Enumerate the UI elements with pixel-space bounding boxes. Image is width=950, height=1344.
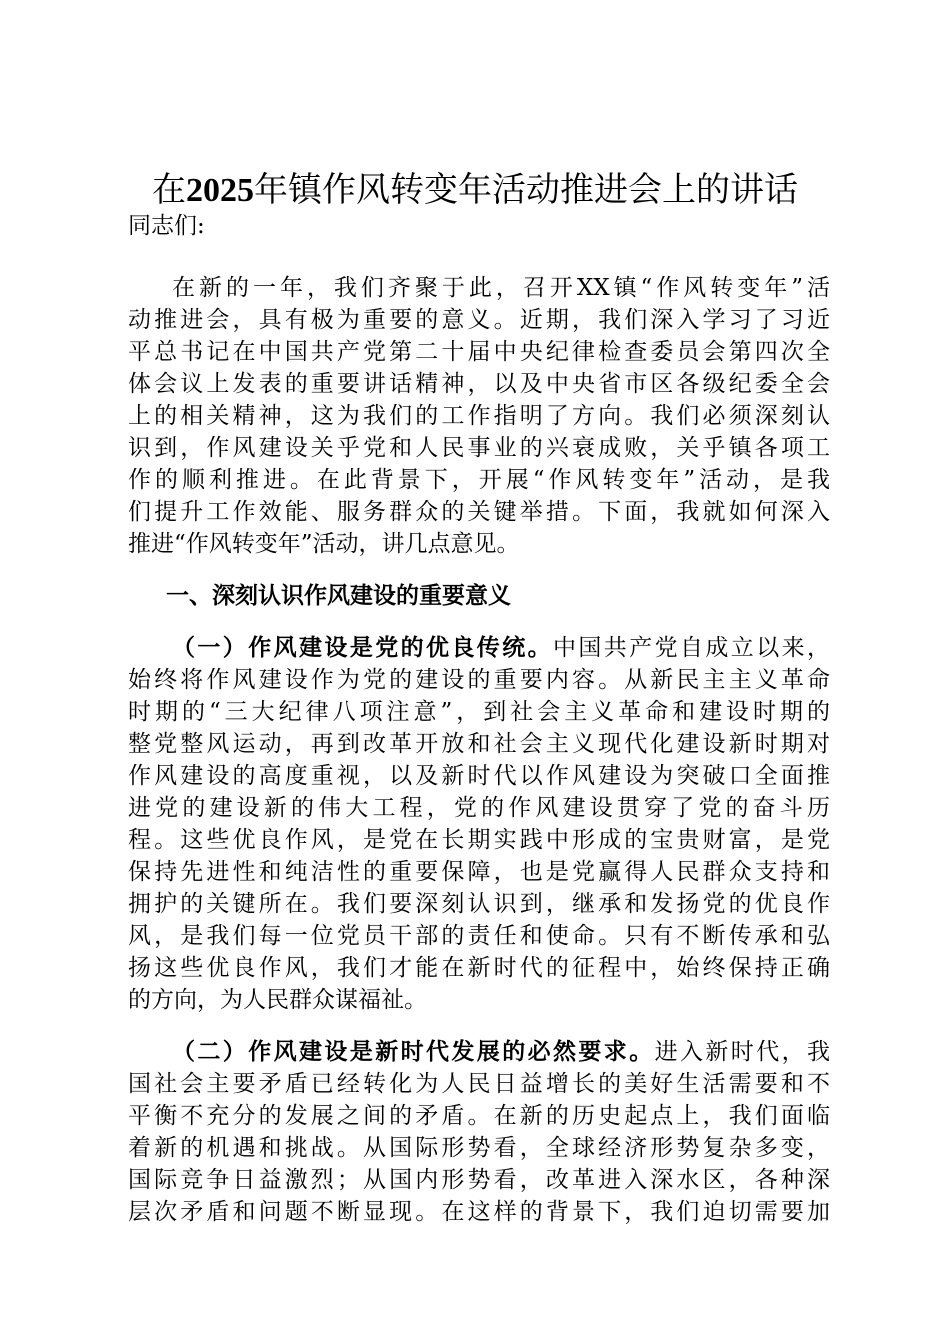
subsection-heading: （二）作风建设是新时代发展的必然要求。 [172, 1038, 655, 1065]
paragraph-line: 拥护的关键所在。我们要深刻认识到，继承和发扬党的优良作 [128, 891, 830, 917]
paragraph-line: 的方向，为人民群众谋福祉。 [128, 987, 427, 1013]
paragraph-line: 在新的一年，我们齐聚于此，召开XX镇“作风转变年”活 [172, 275, 830, 301]
paragraph-line: 作的顺利推进。在此背景下，开展“作风转变年”活动，是我 [128, 467, 830, 493]
title-year: 2025 [186, 172, 254, 209]
title-prefix: 在 [152, 170, 186, 210]
paragraph-line: 平总书记在中国共产党第二十届中央纪律检查委员会第四次全 [128, 339, 830, 365]
paragraph-line: 国际竞争日益激烈；从国内形势看，改革进入深水区，各种深 [128, 1167, 830, 1193]
subsection-paragraph-2 [128, 1036, 830, 1228]
paragraph-line: 始终将作风建设作为党的建设的重要内容。从新民主主义革命 [128, 667, 830, 693]
paragraph-line: 整党整风运动，再到改革开放和社会主义现代化建设新时期对 [128, 731, 830, 757]
paragraph-line: 时期的“三大纪律八项注意”，到社会主义革命和建设时期的 [128, 699, 830, 725]
paragraph-line: 保持先进性和纯洁性的重要保障，也是党赢得人民群众支持和 [128, 859, 830, 885]
paragraph-text: 中国共产党自成立以来， [553, 635, 831, 661]
paragraph-line: 识到，作风建设关乎党和人民事业的兴衰成败，关乎镇各项工 [128, 435, 830, 461]
document-body [128, 202, 830, 1228]
paragraph-line: 平衡不充分的发展之间的矛盾。在新的历史起点上，我们面临 [128, 1103, 830, 1129]
paragraph-line: 动推进会，具有极为重要的意义。近期，我们深入学习了习近 [128, 307, 830, 333]
subsection-paragraph-1 [128, 632, 830, 1016]
spacer [128, 612, 830, 632]
paragraph-line: 作风建设的高度重视，以及新时代以作风建设为突破口全面推 [128, 763, 830, 789]
paragraph-text: 进入新时代，我 [654, 1039, 831, 1065]
paragraph-line: 上的相关精神，这为我们的工作指明了方向。我们必须深刻认 [128, 403, 830, 429]
paragraph-line: 国社会主要矛盾已经转化为人民日益增长的美好生活需要和不 [128, 1071, 830, 1097]
paragraph-line: 体会议上发表的重要讲话精神，以及中央省市区各级纪委全会 [128, 371, 830, 397]
section-heading: 一、深刻认识作风建设的重要意义 [166, 582, 511, 609]
spacer [128, 560, 830, 580]
paragraph-line: 层次矛盾和问题不断显现。在这样的背景下，我们迫切需要加 [128, 1199, 830, 1225]
subsection-heading: （一）作风建设是党的优良传统。 [172, 634, 553, 661]
paragraph-line [128, 1036, 830, 1068]
spacer [128, 1016, 830, 1036]
paragraph-line: 扬这些优良作风，我们才能在新时代的征程中，始终保持正确 [128, 955, 830, 981]
paragraph-line: 程。这些优良作风，是党在长期实践中形成的宝贵财富，是党 [128, 827, 830, 853]
salutation: 同志们: [128, 213, 205, 239]
paragraph-line: 们提升工作效能、服务群众的关键举措。下面，我就如何深入 [128, 499, 830, 525]
paragraph-line [128, 632, 830, 664]
spacer [128, 250, 830, 272]
paragraph-line: 着新的机遇和挑战。从国际形势看，全球经济形势复杂多变， [128, 1135, 830, 1161]
paragraph-line: 风，是我们每一位党员干部的责任和使命。只有不断传承和弘 [128, 923, 830, 949]
paragraph-line: 推进“作风转变年”活动，讲几点意见。 [128, 531, 520, 557]
title-suffix: 年镇作风转变年活动推进会上的讲话 [254, 170, 798, 210]
intro-paragraph [128, 272, 830, 560]
paragraph-line: 进党的建设新的伟大工程，党的作风建设贯穿了党的奋斗历 [128, 795, 830, 821]
